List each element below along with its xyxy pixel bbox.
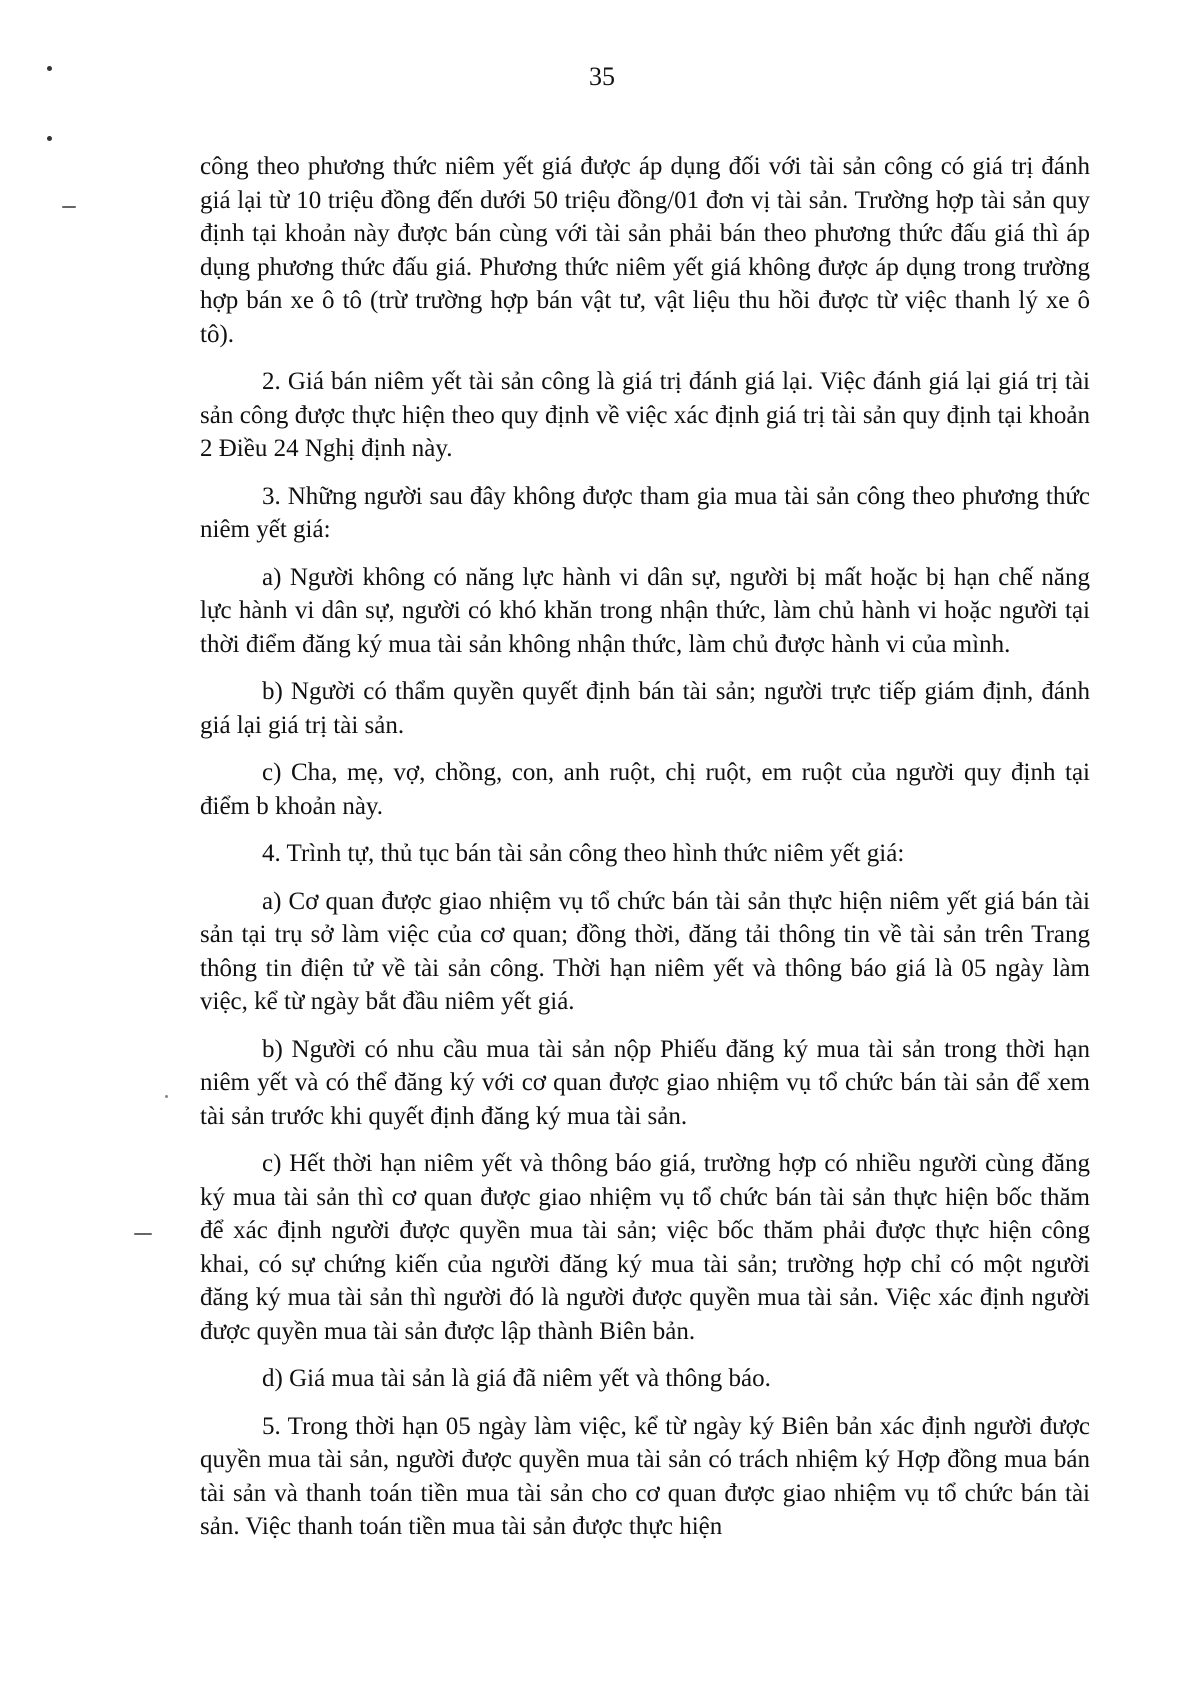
paragraph: a) Người không có năng lực hành vi dân sự, người bị mất hoặc bị hạn chế năng lực hành vi dân sự, người có khó khăn trong nhận thức, làm chủ hành vi hoặc người tại thời điểm đăng ký mua tài sản không nhận thức, làm chủ được hành vi của mình. [200, 563, 1090, 658]
scan-speck [47, 136, 52, 141]
document-body [200, 150, 1090, 1558]
paragraph: d) Giá mua tài sản là giá đã niêm yết và thông báo. [262, 1365, 771, 1392]
paragraph: 2. Giá bán niêm yết tài sản công là giá trị đánh giá lại. Việc đánh giá lại giá trị tài sản công được thực hiện theo quy định về việc xác định giá trị tài sản quy định tại khoản 2 Điều 24 Nghị định này. [200, 368, 1090, 462]
paragraph: c) Cha, mẹ, vợ, chồng, con, anh ruột, chị ruột, em ruột của người quy định tại điểm b khoản này. [200, 759, 1090, 820]
scan-speck [134, 1233, 152, 1235]
page-number: 35 [589, 62, 615, 91]
paragraph: công theo phương thức niêm yết giá được áp dụng đối với tài sản công có giá trị đánh giá lại từ 10 triệu đồng đến dưới 50 triệu đồng/01 đơn vị tài sản. Trường hợp tài sản quy định tại khoản này được bán cùng với tài sản phải bán theo phương thức đấu giá thì áp dụng phương thức đấu giá. Phương thức niêm yết giá không được áp dụng trong trường hợp bán xe ô tô (trừ trường hợp bán vật tư, vật liệu thu hồi được từ việc thanh lý xe ô tô). [200, 153, 1090, 348]
paragraph: b) Người có thẩm quyền quyết định bán tài sản; người trực tiếp giám định, đánh giá lại giá trị tài sản. [200, 678, 1090, 739]
paragraph: 4. Trình tự, thủ tục bán tài sản công theo hình thức niêm yết giá: [262, 840, 905, 867]
scan-speck [165, 1095, 168, 1098]
paragraph: 3. Những người sau đây không được tham gia mua tài sản công theo phương thức niêm yết giá: [200, 482, 1090, 543]
paragraph: c) Hết thời hạn niêm yết và thông báo giá, trường hợp có nhiều người cùng đăng ký mua tài sản thì cơ quan được giao nhiệm vụ tổ chức bán tài sản thực hiện bốc thăm để xác định người được quyền mua tài sản; việc bốc thăm phải được thực hiện công khai, có sự chứng kiến của người đăng ký mua tài sản; trường hợp chỉ có một người đăng ký mua tài sản thì người đó là người được quyền mua tài sản. Việc xác định người được quyền mua tài sản được lập thành Biên bản. [200, 1150, 1090, 1345]
paragraph: b) Người có nhu cầu mua tài sản nộp Phiếu đăng ký mua tài sản trong thời hạn niêm yết và có thể đăng ký với cơ quan được giao nhiệm vụ tổ chức bán tài sản để xem tài sản trước khi quyết định đăng ký mua tài sản. [200, 1035, 1090, 1130]
scan-speck [62, 206, 76, 208]
paragraph: 5. Trong thời hạn 05 ngày làm việc, kể từ ngày ký Biên bản xác định người được quyền mua tài sản, người được quyền mua tài sản có trách nhiệm ký Hợp đồng mua bán tài sản và thanh toán tiền mua tài sản cho cơ quan được giao nhiệm vụ tổ chức bán tài sản. Việc thanh toán tiền mua tài sản được thực hiện [200, 1412, 1090, 1540]
paragraph: a) Cơ quan được giao nhiệm vụ tổ chức bán tài sản thực hiện niêm yết giá bán tài sản tại trụ sở làm việc của cơ quan; đồng thời, đăng tải thông tin về tài sản trên Trang thông tin điện tử về tài sản công. Thời hạn niêm yết và thông báo giá là 05 ngày làm việc, kể từ ngày bắt đầu niêm yết giá. [200, 887, 1090, 1015]
